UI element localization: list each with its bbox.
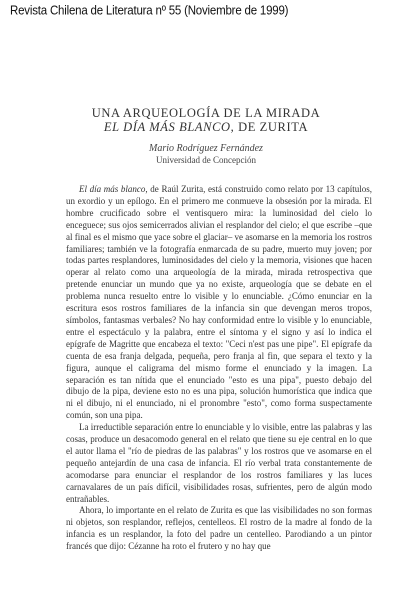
article-title: UNA ARQUEOLOGÍA DE LA MIRADA (91, 106, 321, 120)
article-title-block (0, 106, 412, 134)
subtitle-rest: DE ZURITA (234, 120, 309, 134)
author-name: Mario Rodríguez Fernández (149, 143, 263, 154)
paragraph-1 (66, 184, 372, 422)
author-block (0, 143, 412, 166)
paragraph-1-text: , de Raúl Zurita, está construido como relato por 13 capítulos, un exordio y un epílogo. En el primero me conmueve la obsesión por la mirada. El hombre crucificado sobre el ventisquero mira: la luminosidad del cielo lo enceguece; sus ojos semicerrados alivian el resplandor del cielo; el que escribe –que al final es el mismo que yace sobre el glaciar– ve asomarse en la memoria los rostros familiares; también ve la fotografía enmarcada de su padre, muerto muy joven; por todas partes resplandores, luminosidades del cielo y la memoria, visiones que hacen operar al relato como una arqueología de la mirada, mirada retrospectiva que pretende enunciar un mundo que ya no existe, arqueología que se debate en el problema nunca resuelto entre lo visible y lo enunciable. ¿Cómo enunciar en la escritura esos rostros familiares de la infancia sin que devengan meros tropos, símbolos, fantasmas verbales? No hay conformidad entre lo visible y lo enunciable, entre el espectáculo y la palabra, entre el síntoma y el signo y así lo indica el epígrafe de Magritte que encabeza el texto: "Ceci n'est pas une pipe". El epígrafe da cuenta de esa franja delgada, pequeña, pero franja al fin, que separa el texto y la figura, aunque el caligrama del mismo forme el enunciado y la imagen. La separación es tan nítida que el enunciado "esto es una pipa", puesto debajo del dibujo de la pipa, deviene esto no es una pipa, solución humorística que indica que ni el dibujo, ni el enunciado, ni el pronombre "esto", como forma suspectamente común, son una pipa. (66, 184, 372, 421)
article-body (66, 184, 372, 596)
paragraph-1-italic-lead: El día más blanco (79, 184, 146, 194)
book-title-italic: EL DÍA MÁS BLANCO, (103, 120, 235, 134)
paragraph-2 (66, 422, 372, 505)
paragraph-3-text: Ahora, lo importante en el relato de Zurita es que las visibilidades no son formas ni objetos, son resplandor, reflejos, centelleos. El rostro de la madre al fondo de la infancia es un resplandor, la foto del padre un centelleo. Parodiando a un pintor francés que dijo: Cézanne ha roto el frutero y no hay que (66, 505, 372, 552)
author-affiliation: Universidad de Concepción (156, 155, 256, 165)
article-subtitle (0, 120, 412, 134)
paragraph-3 (66, 505, 372, 553)
running-header: Revista Chilena de Literatura nº 55 (Noviembre de 1999) (10, 4, 289, 18)
paragraph-2-text: La irreductible separación entre lo enunciable y lo visible, entre las palabras y las cosas, produce un desacomodo general en el relato que tiene su eje central en lo que el autor llama el "río de piedras de las palabras" y los rostros que ve asomarse en el pequeño antejardín de una casa de infancia. El río verbal trata constantemente de acomodarse para enunciar el resplandor de los rostros familiares y las luces carnavalares de un país difícil, visibilidades rosas, sufrientes, pero de algún modo entrañables. (66, 422, 372, 504)
